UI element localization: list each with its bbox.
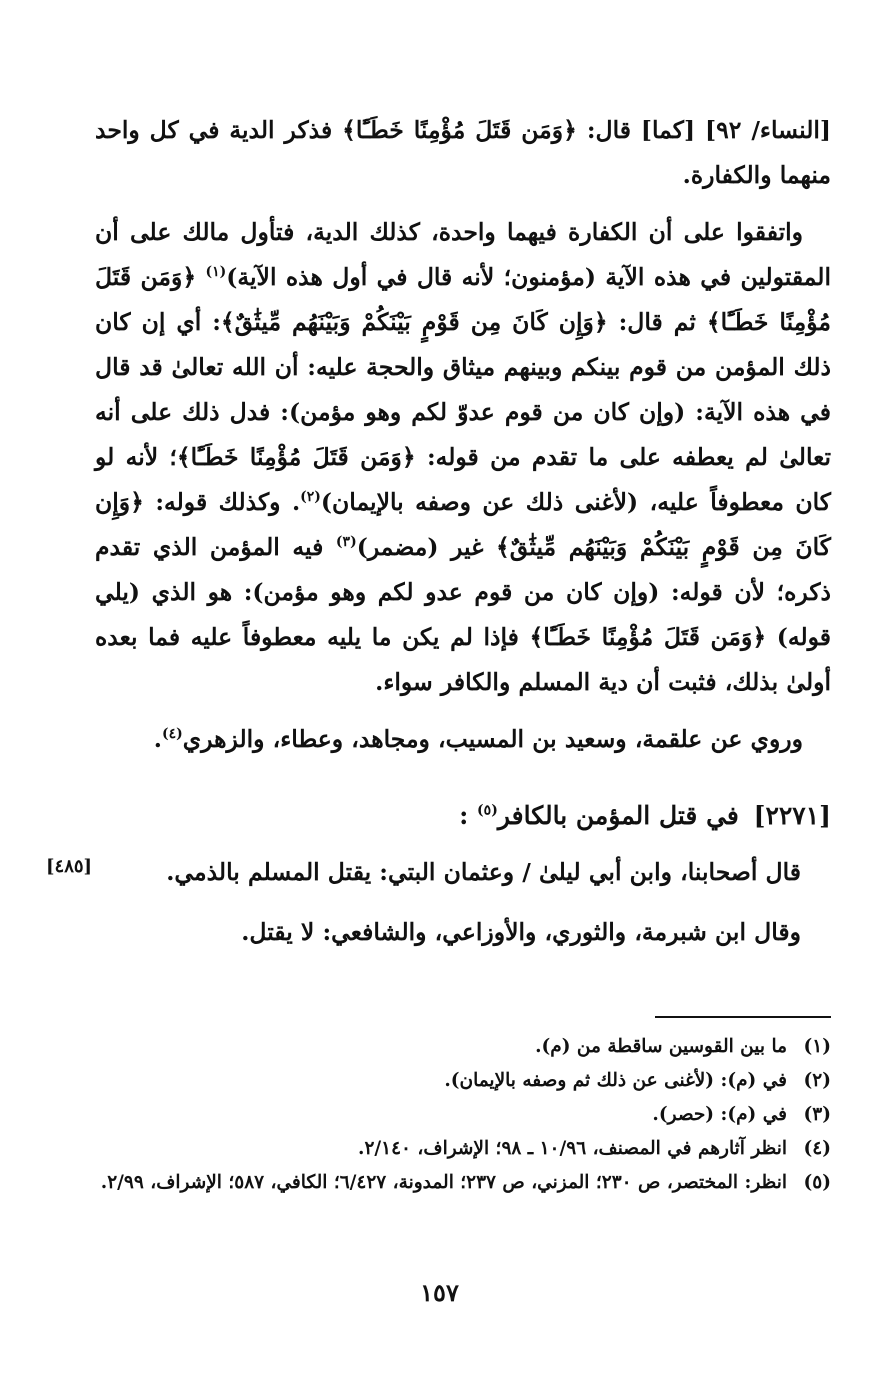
paragraph-2-part-c: . وكذلك قوله: ﴿وَإِن كَانَ مِن قَوْمٍ بَيْنَكُمْ وَبَيْنَهُم مِّيثَٰقٌ﴾ غير (مضمر) xyxy=(95,488,831,561)
paragraph-3-text: وروي عن علقمة، وسعيد بن المسيب، ومجاهد، وعطاء، والزهري xyxy=(182,725,803,753)
footnote-5 xyxy=(91,1166,831,1200)
paragraph-3 xyxy=(95,717,831,762)
footnote-text: في (م): (لأغنى عن ذلك ثم وصفه بالإيمان). xyxy=(444,1070,787,1091)
footnote-number: (١) xyxy=(803,1036,831,1057)
page-number: ١٥٧ xyxy=(420,1278,459,1307)
footnote-ref-3[interactable]: (٣) xyxy=(335,534,357,551)
footnote-1 xyxy=(91,1030,831,1064)
footnote-ref-1[interactable]: (١) xyxy=(205,264,227,281)
footnote-ref-4[interactable]: (٤) xyxy=(161,726,183,743)
paragraph-2-part-b: ﴿وَمَن قَتَلَ مُؤْمِنًا خَطَـًٔا﴾ ثم قال: ﴿وَإِن كَانَ مِن قَوْمٍ بَيْنَكُمْ وَبَيْنَهُم مِّيثَٰقٌ﴾: أي إن كان ذلك المؤمن من قوم بينكم وبينهم ميثاق والحجة عليه: أن الله تعالىٰ قد قال في هذه الآية: (وإن كان من قوم عدوّ لكم وهو مؤمن): فدل ذلك على أنه تعالىٰ لم يعطفه على ما تقدم من قوله: ﴿وَمَن قَتَلَ مُؤْمِنًا خَطَـًٔا﴾؛ لأنه لو كان معطوفاً عليه، (لأغنى ذلك عن وصفه بالإيمان) xyxy=(95,263,831,516)
section-heading xyxy=(95,796,831,836)
footnote-ref-2[interactable]: (٢) xyxy=(300,489,321,506)
section-colon: : xyxy=(459,801,469,830)
footnote-number: (٤) xyxy=(803,1138,831,1159)
footnote-text: انظر: المختصر، ص ٢٣٠؛ المزني، ص ٢٣٧؛ المدونة، ٦/٤٢٧؛ الكافي، ٥٨٧؛ الإشراف، ٢/٩٩. xyxy=(100,1172,787,1193)
footnote-text: انظر آثارهم في المصنف، ١٠/٩٦ ـ ٩٨؛ الإشراف، ٢/١٤٠. xyxy=(358,1138,787,1159)
section-line-2: وقال ابن شبرمة، والثوري، والأوزاعي، والشافعي: لا يقتل. xyxy=(241,918,801,946)
paragraph-3-end: . xyxy=(153,725,162,753)
footnote-2 xyxy=(91,1064,831,1098)
paragraph-2-part-d: فيه المؤمن الذي تقدم ذكره؛ لأن قوله: (وإن كان من قوم عدو لكم وهو مؤمن): هو الذي (يلي قوله) ﴿وَمَن قَتَلَ مُؤْمِنًا خَطَـًٔا﴾ فإذا لم يكن ما يليه معطوفاً عليه فما بعده أولىٰ بذلك، فثبت أن دية المسلم والكافر سواء. xyxy=(95,533,831,696)
footnote-number: (٣) xyxy=(803,1104,831,1125)
footnotes xyxy=(91,1030,831,1200)
footnote-number: (٢) xyxy=(803,1070,831,1091)
footnote-number: (٥) xyxy=(803,1172,831,1193)
manuscript-page-ref: [٤٨٥] xyxy=(46,856,93,877)
footnote-text: في (م): (حصر). xyxy=(652,1104,787,1125)
main-text xyxy=(95,108,831,762)
paragraph-2 xyxy=(95,210,831,705)
section-title: في قتل المؤمن بالكافر xyxy=(497,801,739,830)
footnote-4 xyxy=(91,1132,831,1166)
footnote-text: ما بين القوسين ساقطة من (م). xyxy=(535,1036,787,1057)
paragraph-2-part-a: واتفقوا على أن الكفارة فيهما واحدة، كذلك الدية، فتأول مالك على أن المقتولين في هذه الآية (مؤمنون؛ لأنه قال في أول هذه الآية) xyxy=(95,218,831,291)
section-number: [٢٢٧١] xyxy=(753,801,831,830)
footnote-ref-5[interactable]: (٥) xyxy=(477,802,498,819)
paragraph-1: [النساء/ ٩٢] [كما] قال: ﴿وَمَن قَتَلَ مُؤْمِنًا خَطَـًٔا﴾ فذكر الدية في كل واحد منهما والكفارة. xyxy=(95,116,832,189)
footnote-3 xyxy=(91,1098,831,1132)
footnote-divider xyxy=(655,1016,831,1018)
section-line-1: قال أصحابنا، وابن أبي ليلىٰ / وعثمان البتي: يقتل المسلم بالذمي. xyxy=(166,858,801,886)
